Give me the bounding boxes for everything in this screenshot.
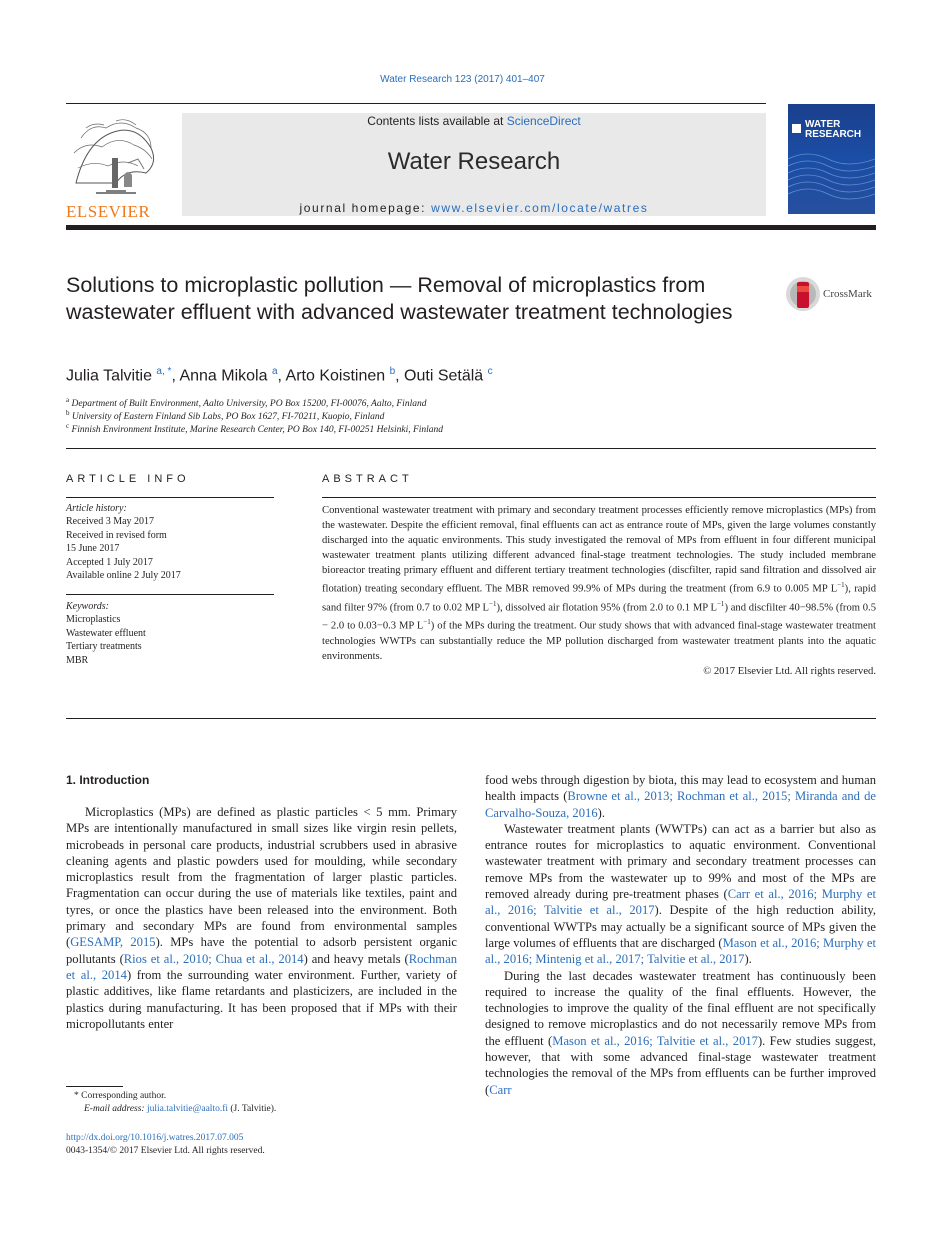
journal-name: Water Research	[387, 148, 561, 175]
ref-link[interactable]: Browne et al., 2013; Rochman et al., 2015; Miranda and de Carvalho-Souza, 2016	[485, 789, 876, 820]
paragraph	[485, 968, 876, 1098]
text: During the last decades wastewater treatment has continuously been required to increase the quality of the final effluents. However, the technologies to improve the quality of the final effluent are not specifically designed to remove microplastics and do not necessarily remove MPs from the effluent (	[485, 968, 876, 1048]
affiliation-text: Department of Built Environment, Aalto University, PO Box 15200, FI-00076, Aalto, Finland	[71, 399, 427, 410]
history-item: Received in revised form	[66, 529, 167, 541]
author-sup[interactable]: c	[487, 366, 493, 377]
abstract-part: Conventional wastewater treatment with primary and secondary treatment processes efficiently remove microplastics (MPs) from the wastewater. Despite the efficient removal, final effluents can act as entrance route of MPs, given the large volumes constantly discharged into the aquatic environments. This study investigated the removal of MPs from effluent in four different municipal wastewater treatment plants utilizing different advanced final-stage treatment technologies. The study included membrane bioreactor treating primary effluent and different tertiary treatment technologies (discfilter, rapid sand filtration and dissolved air flotation) treating secondary effluent. The MBR removed 99.9% of MPs during the treatment (from 6.9 to 0.005 MP L	[322, 505, 876, 595]
author-sup[interactable]: a, *	[156, 366, 172, 377]
ref-link[interactable]: Mason et al., 2016; Murphy et al., 2016; Mintenig et al., 2017; Talvitie et al., 2017	[485, 935, 876, 967]
text: ). Few studies suggest, however, that with some advanced final-stage wastewater treatment technologies the removal of the MPs from effluents can be further improved (	[485, 1033, 877, 1097]
affiliation-text: Finnish Environment Institute, Marine Research Center, PO Box 140, FI-00251 Helsinki, Finland	[71, 425, 444, 436]
header-rule-thick	[66, 225, 876, 230]
cover-title	[793, 120, 885, 140]
unit-sup: −1	[716, 599, 725, 608]
affiliation-mark: a	[66, 396, 70, 404]
abstract-text	[322, 503, 876, 679]
email-link[interactable]: julia.talvitie@aalto.fi	[146, 1104, 229, 1114]
author-list	[66, 366, 493, 385]
text: ).	[744, 952, 752, 967]
author: Julia Talvitie	[66, 367, 152, 385]
abstract-heading: ABSTRACT	[322, 473, 413, 485]
footnote-star: *	[74, 1091, 79, 1101]
doi-url[interactable]: http://dx.doi.org/10.1016/j.watres.2017.07.005	[66, 1133, 244, 1143]
keywords-label: Keywords:	[66, 601, 109, 612]
doi-link[interactable]	[66, 1132, 243, 1145]
email-suffix: (J. Talvitie).	[228, 1104, 277, 1114]
paragraph	[66, 804, 457, 1032]
rule-after-abstract	[66, 718, 876, 719]
crossmark-icon	[785, 276, 821, 312]
section-heading-introduction: 1. Introduction	[66, 773, 150, 787]
ref-link[interactable]: Rochman et al., 2014	[66, 951, 457, 982]
author-sep: ,	[395, 367, 405, 385]
keyword: Wastewater effluent	[66, 627, 146, 639]
paragraph	[485, 821, 876, 968]
keyword: MBR	[66, 654, 89, 666]
keywords	[66, 600, 276, 667]
history-item: 15 June 2017	[66, 543, 120, 555]
cover-title-line1: WATER	[805, 119, 841, 130]
unit-sup: −1	[423, 618, 431, 627]
article-history	[66, 502, 276, 582]
history-label: Article history:	[66, 503, 127, 514]
author-sep: ,	[277, 367, 286, 385]
unit-sup: −1	[837, 581, 845, 589]
author-sep: ,	[171, 367, 180, 385]
history-item: Received 3 May 2017	[66, 516, 155, 528]
abstract-part: ) and discfilter 40−98.5% (from 0.5 − 2.0 to 0.03−0.3 MP L	[322, 602, 876, 632]
author: Outi Setälä	[404, 367, 484, 385]
journal-citation[interactable]: Water Research 123 (2017) 401–407	[380, 74, 545, 85]
abstract-part: ), dissolved air flotation 95% (from 2.0 to 0.1 MP L	[496, 602, 717, 614]
elsevier-tree-icon	[66, 113, 160, 198]
issn-line: 0043-1354/© 2017 Elsevier Ltd. All rights reserved.	[66, 1146, 265, 1156]
ref-link[interactable]: Mason et al., 2016; Talvitie et al., 2017	[552, 1033, 758, 1048]
footnote-corresponding	[74, 1090, 166, 1103]
keyword: Microplastics	[66, 614, 121, 626]
sciencedirect-link[interactable]: ScienceDirect	[506, 114, 581, 128]
author-sup[interactable]: b	[389, 366, 396, 377]
unit-sup: −1	[489, 599, 497, 608]
author: Arto Koistinen	[285, 367, 386, 385]
affiliation-mark: c	[66, 422, 70, 430]
ref-link[interactable]: Rios et al., 2010; Chua et al., 2014	[123, 951, 304, 966]
text: ). MPs have the potential to adsorb persistent organic pollutants (	[66, 935, 457, 966]
footnote-email	[84, 1103, 276, 1116]
affiliation-text: University of Eastern Finland Sib Labs, PO Box 1627, FI-70211, Kuopio, Finland	[71, 412, 385, 423]
ref-link[interactable]: Carr	[489, 1082, 512, 1097]
article-info-heading: ARTICLE INFO	[66, 473, 190, 485]
ref-link[interactable]: GESAMP, 2015	[70, 935, 156, 950]
article-info-rule	[66, 497, 274, 498]
text: food webs through digestion by biota, this may lead to ecosystem and human health impacts (	[485, 773, 876, 804]
cover-title-line2: RESEARCH	[805, 129, 862, 140]
paragraph	[485, 772, 876, 821]
email-label: E-mail address:	[84, 1104, 147, 1114]
text: ).	[597, 805, 605, 820]
history-item: Accepted 1 July 2017	[66, 556, 153, 568]
author: Anna Mikola	[179, 367, 268, 385]
author-sup[interactable]: a	[271, 366, 278, 377]
rule-after-affiliations	[66, 448, 876, 449]
contents-prefix: Contents lists available at	[367, 114, 507, 128]
elsevier-logo	[66, 113, 160, 221]
abstract-copyright: © 2017 Elsevier Ltd. All rights reserved.	[703, 665, 876, 677]
affiliation-mark: b	[66, 409, 70, 417]
homepage-prefix: journal homepage:	[299, 201, 432, 215]
text: ) from the surrounding water environment. Further, variety of plastic additives, like flame retardants and plasticizers, are included in the plastics during manufacturing. It has been proposed that if MPs with their micropollutants enter	[66, 967, 457, 1031]
journal-homepage	[182, 201, 766, 215]
contents-line	[182, 114, 766, 128]
footnote-rule	[66, 1086, 123, 1087]
intro-left-column	[66, 804, 457, 1032]
abstract-rule	[322, 497, 876, 498]
abstract-part: ) of the MPs during the treatment. Our study shows that with advanced final-stage wastewater treatment technologies WWTPs can substantially reduce the MP pollution discharged from wastewater treatment plants into the aquatic environments.	[322, 620, 876, 662]
crossmark-label: CrossMark	[823, 288, 872, 300]
affiliation	[66, 422, 443, 435]
affiliation	[66, 396, 426, 409]
keywords-rule	[66, 594, 274, 595]
publisher-name: ELSEVIER	[66, 202, 151, 221]
homepage-link[interactable]: www.elsevier.com/locate/watres	[431, 201, 649, 215]
keyword: Tertiary treatments	[66, 641, 142, 653]
corresponding-label: Corresponding author.	[81, 1091, 167, 1101]
text: ). Despite of the high reduction ability, conventional WWTPs may actually be a significant source of MPs given the large volumes of effluents that are discharged (	[485, 903, 876, 950]
history-item: Available online 2 July 2017	[66, 570, 181, 582]
text: ) and heavy metals (	[303, 951, 409, 966]
abstract-part: ), rapid sand filter 97% (from 0.7 to 0.02 MP L	[322, 583, 877, 614]
intro-right-column	[485, 772, 876, 1098]
text: Wastewater treatment plants (WWTPs) can act as a barrier but also as entrance routes for microplastics to aquatic environment. Conventional wastewater treatment with primary and secondary treatment processes can remove MPs from the wastewater up to 99% and most of the MPs are removed already during pre-treatment phases (	[485, 821, 876, 902]
header-rule-top	[66, 103, 766, 104]
article-title: Solutions to microplastic pollution — Removal of microplastics from wastewater effluent with advanced wastewater treatment technologies	[66, 273, 733, 324]
crossmark-badge[interactable]	[785, 276, 880, 312]
text: Microplastics (MPs) are defined as plastic particles < 5 mm. Primary MPs are intentionally manufactured in small sizes like virgin resin pellets, microbeads in personal care products, industrial scrubbers used in abrasive cleaning agents and plastic powders used for moulding, while secondary microplastics result from the fragmentation of larger plastic particles. Fragmentation can occur during the use of materials like textiles, paint and tyres, or once the plastics have been released into the environment. Both primary and secondary MPs are found from environmental samples (	[66, 805, 457, 950]
affiliation	[66, 409, 384, 422]
ref-link[interactable]: Carr et al., 2016; Murphy et al., 2016; Talvitie et al., 2017	[485, 887, 876, 918]
